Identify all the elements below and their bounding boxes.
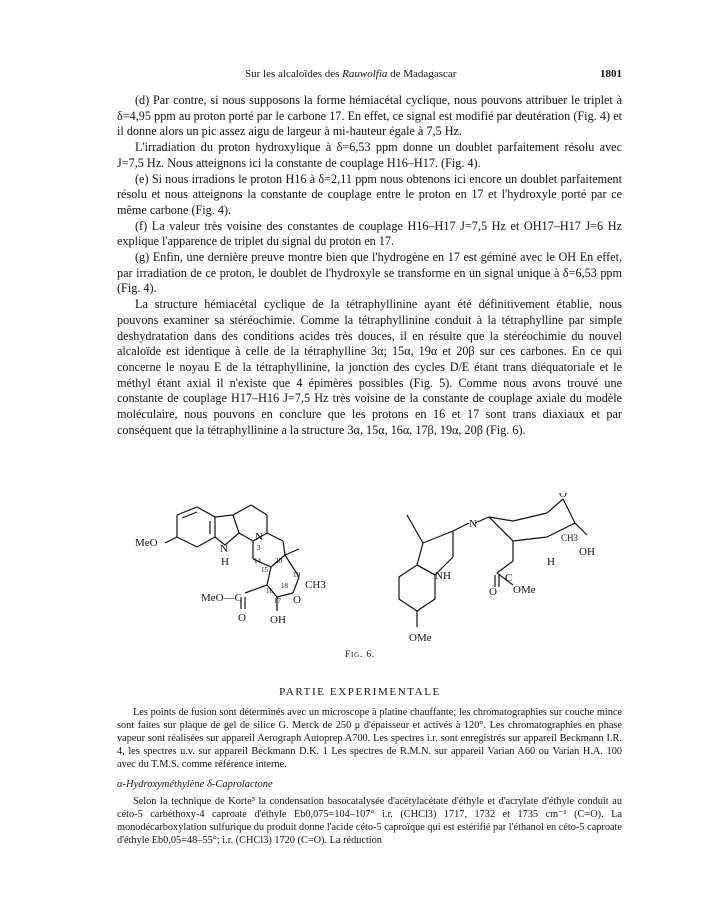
label-o-top: O [559,493,567,500]
label-c19: 19 [293,571,300,579]
right-bond-7 [547,499,563,513]
right-structure-labels [409,493,595,644]
experimental-paragraph: Les points de fusion sont déterminés avec un microscope à platine chauffante; les chromatographies sur couche mince sont faites sur plaque de gel de silice G. Merck de 250 μ d'épaisseur et activés à 120°. Les chromatographies en phase vapeur sont réalisées sur appareil Aerograph Autoprep A700. Les spectres i.r. sont enregistrés sur appareil Beckmann I.R. 4, les spectres u.v. sur appareil Beckmann D.K. 1 Les spectres de R.M.N. sur appareil Varian A60 ou Varian H.A. 100 avec du T.M.S. comme référence interne. [117,707,622,771]
label-c3: 3 [257,544,261,552]
label-ch3-right: CH3 [561,533,579,543]
pyrrole-bond-2 [233,515,239,533]
final-paragraph: Selon la technique de Korte³ la condensation basocatalysée d'acétylacétate d'éthyle et d'acrylate d'éthyle conduit au céto-5 carbéthoxy-4 caproate d'éthyle Eb0,075=104–107° i.r. (CHCl3) 1717, 1732 et 1735 cm⁻¹ (C=O). La monodécarboxylation sulfurique du produit donne l'acide céto-5 caproïque qui est estérifié par l'éthanol en céto-5 caproate d'éthyle Eb0,05=48–55°; i.r. (CHCl3) 1720 (C=O). La réduction [117,796,622,847]
ring-e-bond-4 [293,577,299,593]
label-c-right: C [505,572,513,584]
structure-diagrams [117,493,622,663]
label-c20: 20 [275,557,282,565]
subheading: α-Hydroxyméthylène δ-Caprolactone [117,779,273,790]
ring-c-bond-5 [239,533,253,541]
main-text [117,93,622,438]
label-h-indole: H [221,556,229,568]
running-title-pre: Sur les alcaloïdes des [245,68,343,80]
label-o-right: O [489,586,497,598]
ring-d-bond-5 [267,533,283,541]
paragraph-e: (e) Si nous irradions le proton H16 à δ=2,11 ppm nous obtenons ici encore un doublet parfaitement résolu et nous atteignons la constante de couplage entre le proton en 17 et l'hydroxyle porté par ce même carbone (Fig. 4). [117,171,622,217]
benzene-ring-right [399,565,435,611]
label-n-indole: N [220,543,228,555]
figure-caption: Fig. 6. [344,650,376,660]
c20-side-bond [285,549,299,555]
paragraph-irradiation: L'irradiation du proton hydroxylique à δ=6,53 ppm donne un doublet parfaitement résolu avec J=7,5 Hz. Nous atteignons ici la constante de couplage H16–H17. (Fig. 4). [117,140,622,170]
paragraph-f: (f) La valeur très voisine des constantes de couplage H16–H17 J=7,5 Hz et OH17–H17 J=6 Hz explique l'apparence de triplet du signal du proton en 17. [117,218,622,249]
label-n-ring: N [255,531,263,543]
ester-bond [245,585,267,593]
paragraph-d: (d) Par contre, si nous supposons la forme hémiacétal cyclique, nous pouvons attribuer le triplet à δ=4,95 ppm au proton porté par le carbone 17. En effet, ce signal est modifié par deutération (Fig. 4) et il donne alors un pic assez aigu de largeur à mi-hauteur égale à 7,5 Hz. [117,93,622,139]
right-bond-1 [407,515,423,543]
right-bond-8 [563,499,575,523]
section-title: PARTIE EXPERIMENTALE [279,686,441,698]
label-ester: MeO—C [201,592,242,604]
paragraph-g: (g) Enfin, une dernière preuve montre bien que l'hydrogène en 17 est géminé avec le OH En effet, par irradiation de ce proton, le doublet de l'hydroxyle se transforme en un signal unique à δ=6,53 ppm (Fig. 4). [117,250,622,296]
label-c14: 14 [254,557,261,565]
double-bond-1 [182,512,197,518]
ring-c-bond-1 [233,505,251,515]
label-ch3-left: CH3 [305,579,326,591]
running-title-genus: Rauwolfia [342,68,388,80]
final-text [117,795,622,847]
label-oh-left: OH [270,614,286,626]
right-bond-4 [475,517,489,523]
label-c16: 16 [266,587,273,595]
paragraph-stereochemistry: La structure hémiacétal cyclique de la tétraphyllinine ayant été définitivement établie, nous pouvons examiner sa stéréochimie. Comme la tétraphyllinine conduit à la tétraphylline par simple deshydratation dans des conditions acides très douces, il en résulte que la stéréochimie du nouvel alcaloïde est identique à celle de la tétraphylline 3α; 15α, 19α et 20β sur ces carbones. En ce qui concerne le noyau E de la tétraphyllinine, la jonction des cycles D/E étant trans diéquatoriale et le méthyl étant axial il n'existe que 4 épimères possibles (Fig. 5). Comme nous avons trouvé une constante de couplage H17–H16 J=7,5 Hz très voisine de la constante de couplage axiale du modèle moléculaire, nous pouvons en conclure que les protons en 16 et 17 sont trans diaxiaux et par conséquent que la tétraphyllinine a la structure 3α, 15α, 16α, 17β, 19α, 20β (Fig. 6). [117,297,622,437]
ring-c-bond-2 [251,505,267,515]
right-bond-6 [513,513,547,521]
right-bond-10 [513,537,547,541]
experimental-text [117,706,622,771]
label-c17: 17 [274,597,281,605]
page-number: 1801 [600,68,622,80]
figure-6 [117,493,622,663]
label-ome-ester: OMe [513,584,536,596]
label-h-right: H [547,556,555,568]
label-o-ring: O [293,594,301,606]
label-ome-ring: OMe [409,632,432,644]
methoxy-bond [165,537,177,543]
left-structure-labels [135,531,326,626]
right-bond-2 [423,531,453,543]
label-c15: 15 [261,566,268,574]
running-title [245,68,456,80]
ring-d-bond-4 [283,541,285,555]
running-title-post: de Madagascar [387,68,457,80]
label-meo: MeO [135,537,158,549]
label-o-carbonyl: O [238,612,246,624]
right-structure-bonds [399,499,587,627]
label-nh: NH [435,570,451,582]
label-n-right: N [469,518,477,530]
label-oh-right: OH [579,546,595,558]
pyrrole-bond-1 [215,515,233,517]
right-bond-18 [417,543,423,565]
right-bond-3 [453,523,469,531]
label-c18: 18 [281,582,288,590]
